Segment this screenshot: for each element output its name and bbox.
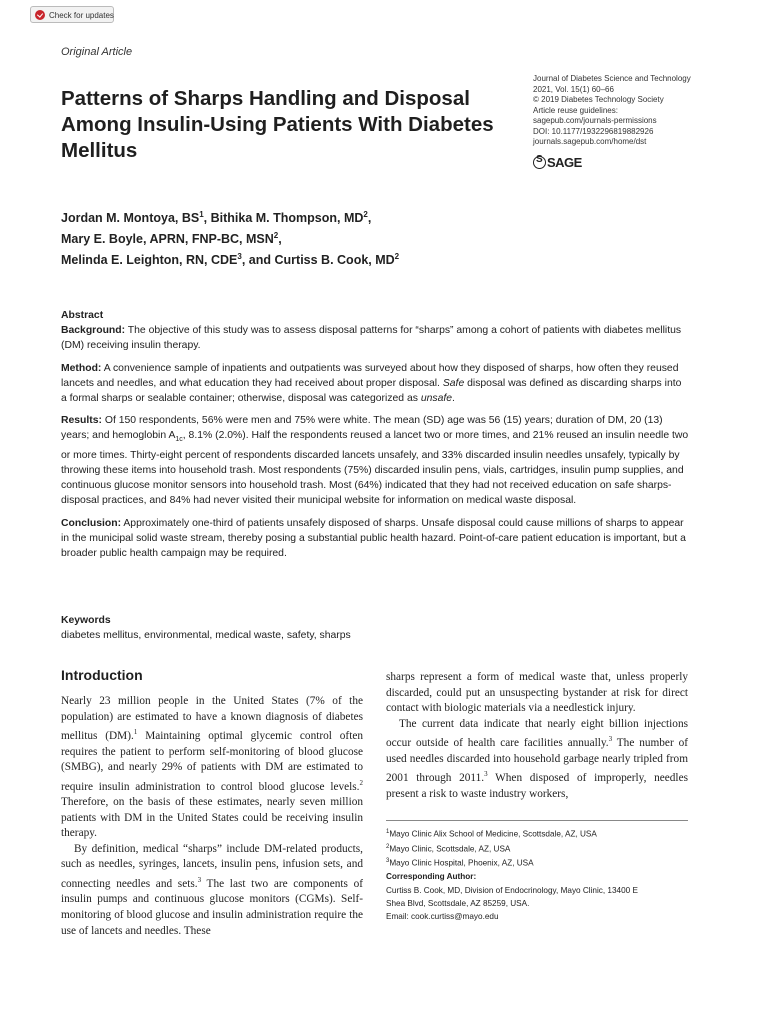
abstract <box>61 308 689 568</box>
author-list <box>61 206 501 269</box>
author-name: Melinda E. Leighton, RN, CDE <box>61 253 238 268</box>
results-label: Results: <box>61 415 102 427</box>
citation-ref[interactable]: 3 <box>608 735 613 744</box>
intro-paragraph-1: Nearly 23 million people in the United States (7% of the population) are estimated to have a known diagnosis of diabetes mellitus (DM).$^1$ Maintaining optimal glycemic control often requires the patient to perform self-monitoring of blood glucose (SMBG), and nearly 29% of patients with DM are estimated to require insulin administration to control blood glucose levels.$^2$ Therefore, on the basis of these estimates, nearly seven million patients with DM in the United States could be receiving insulin therapy. <box>61 695 363 840</box>
intro-paragraph-2-cont: sharps represent a form of medical waste that, unless properly discarded, could put an unsuspecting bystander at risk for direct contact with biologic materials via a needlestick injury. <box>386 671 688 715</box>
abstract-heading: Abstract <box>61 310 104 321</box>
affiliation-item: $^2$Mayo Clinic, Scottsdale, AZ, USA <box>386 843 511 854</box>
abstract-conclusion: Conclusion: Approximately one-third of patients unsafely disposed of sharps. Unsafe disposal could cause millions of sharps to appear in the municipal solid waste stream, thereby posing a substantial public health hazard. Point-of-care patient education is important, but a broader public health campaign may be required. <box>61 517 686 559</box>
affiliations <box>386 820 688 870</box>
journal-name: Journal of Diabetes Science and Technology <box>533 74 691 83</box>
article-type: Original Article <box>61 46 133 58</box>
doi[interactable]: DOI: 10.1177/1932296819882926 <box>533 126 654 136</box>
author-line-2: Mary E. Boyle, APRN, FNP-BC, MSN$^2$, <box>61 231 282 247</box>
left-column <box>61 694 363 939</box>
intro-paragraph-3: The current data indicate that nearly eight billion injections occur outside of health care facilities annually.$^3$ The number of used needles discarded into household garbage nearly tripled from 2001 through 2011.$^3$ When disposed of improperly, needles present a risk to waste industry workers, <box>386 717 688 800</box>
paper-title: Patterns of Sharps Handling and Disposal Among Insulin-Using Patients With Diabetes Mellitus <box>61 87 494 162</box>
author-name: Mary E. Boyle, APRN, FNP-BC, MSN <box>61 232 274 247</box>
journal-copyright: © 2019 Diabetes Technology Society <box>533 95 664 104</box>
right-column <box>386 670 688 802</box>
journal-volume: 2021, Vol. 15(1) 60–66 <box>533 84 614 94</box>
corresponding-author-heading: Corresponding Author: <box>386 872 477 881</box>
corresponding-author-email[interactable]: Email: cook.curtiss@mayo.edu <box>386 912 499 921</box>
method-label: Method: <box>61 362 102 374</box>
check-for-updates-label: Check for updates <box>49 11 114 20</box>
abstract-results: Results: Of 150 respondents, 56% were men and 75% were white. The mean (SD) age was 56 (15) years; duration of DM, 20 (13) years; and hemoglobin $A_{1c}$, 8.1% (2.0%). Half the respondents reused a lancet two or more times, and 21% reused an insulin needle two or more times. Thirty-eight percent of respondents discarded lancets unsafely, and 33% discarded insulin needles unsafely, typically by throwing these items into household trash. Most respondents (75%) discarded insulin pens, vials, cartridges, insulin pump supplies, and continuous glucose monitor sensors into household trash. Most (64%) indicated that they had not received education on safe sharps-disposal practices, and 84% had never visited their municipal website for information on medical waste disposal. <box>61 415 689 507</box>
corresponding-author-name: Curtiss B. Cook, MD, Division of Endocrinology, Mayo Clinic, 13400 E <box>386 886 638 895</box>
check-updates-icon <box>35 10 45 20</box>
conclusion-label: Conclusion: <box>61 517 122 529</box>
author-name: Bithika M. Thompson, MD <box>210 211 364 226</box>
affiliation-item: $^1$Mayo Clinic Alix School of Medicine, Scottsdale, AZ, USA <box>386 829 597 839</box>
keywords <box>61 613 689 643</box>
sage-logo <box>533 155 582 170</box>
background-label: Background: <box>61 325 126 337</box>
keywords-heading: Keywords <box>61 615 111 626</box>
keywords-list: diabetes mellitus, environmental, medical waste, safety, sharps <box>61 630 351 641</box>
introduction-heading: Introduction <box>61 667 143 683</box>
abstract-background: Background: The objective of this study was to assess disposal patterns for “sharps” among a cohort of patients with diabetes mellitus (DM) receiving insulin therapy. <box>61 325 682 352</box>
intro-paragraph-2: By definition, medical “sharps” include DM-related products, such as needles, syringes, lancets, insulin pens, infusion sets, and connecting needles and sets.$^3$ The last two are components of insulin pumps and continuous glucose monitors (CGMs). Self-monitoring of blood glucose and insulin administration require the use of lancets and needles. These <box>61 842 363 937</box>
journal-info <box>533 74 738 148</box>
permissions-link[interactable]: sagepub.com/journals-permissions <box>533 116 657 125</box>
corresponding-author <box>386 870 688 923</box>
citation-ref[interactable]: 1 <box>133 728 138 737</box>
journal-homepage-link[interactable]: journals.sagepub.com/home/dst <box>533 137 647 146</box>
citation-ref[interactable]: 2 <box>359 778 363 787</box>
author-line-3: Melinda E. Leighton, RN, CDE$^3$, and Curtiss B. Cook, $MD^2$ <box>61 252 400 268</box>
affiliation-item: $^3$Mayo Clinic Hospital, Phoenix, AZ, USA <box>386 858 534 869</box>
check-for-updates-badge[interactable] <box>30 6 114 23</box>
author-line-1: Jordan M. Montoya, $BS^1$, Bithika M. Thompson, $MD^2$, <box>61 210 372 226</box>
citation-ref[interactable]: 3 <box>484 770 488 779</box>
sage-logo-text: SAGE <box>547 155 582 170</box>
sage-logo-icon <box>533 156 546 169</box>
author-name: Curtiss B. Cook, MD <box>274 253 395 268</box>
corresponding-author-address: Shea Blvd, Scottsdale, AZ 85259, USA. <box>386 899 530 908</box>
citation-ref[interactable]: 3 <box>197 876 202 885</box>
author-name: Jordan M. Montoya, BS <box>61 211 200 226</box>
reuse-guidelines-label: Article reuse guidelines: <box>533 105 618 115</box>
abstract-method: Method: A convenience sample of inpatients and outpatients was surveyed about how they disposed of sharps, how often they reused lancets and needles, and what education they had received about proper disposal. Safe disposal was defined as discarding sharps into a formal sharps or sealable container; otherwise, disposal was categorized as unsafe. <box>61 362 682 405</box>
